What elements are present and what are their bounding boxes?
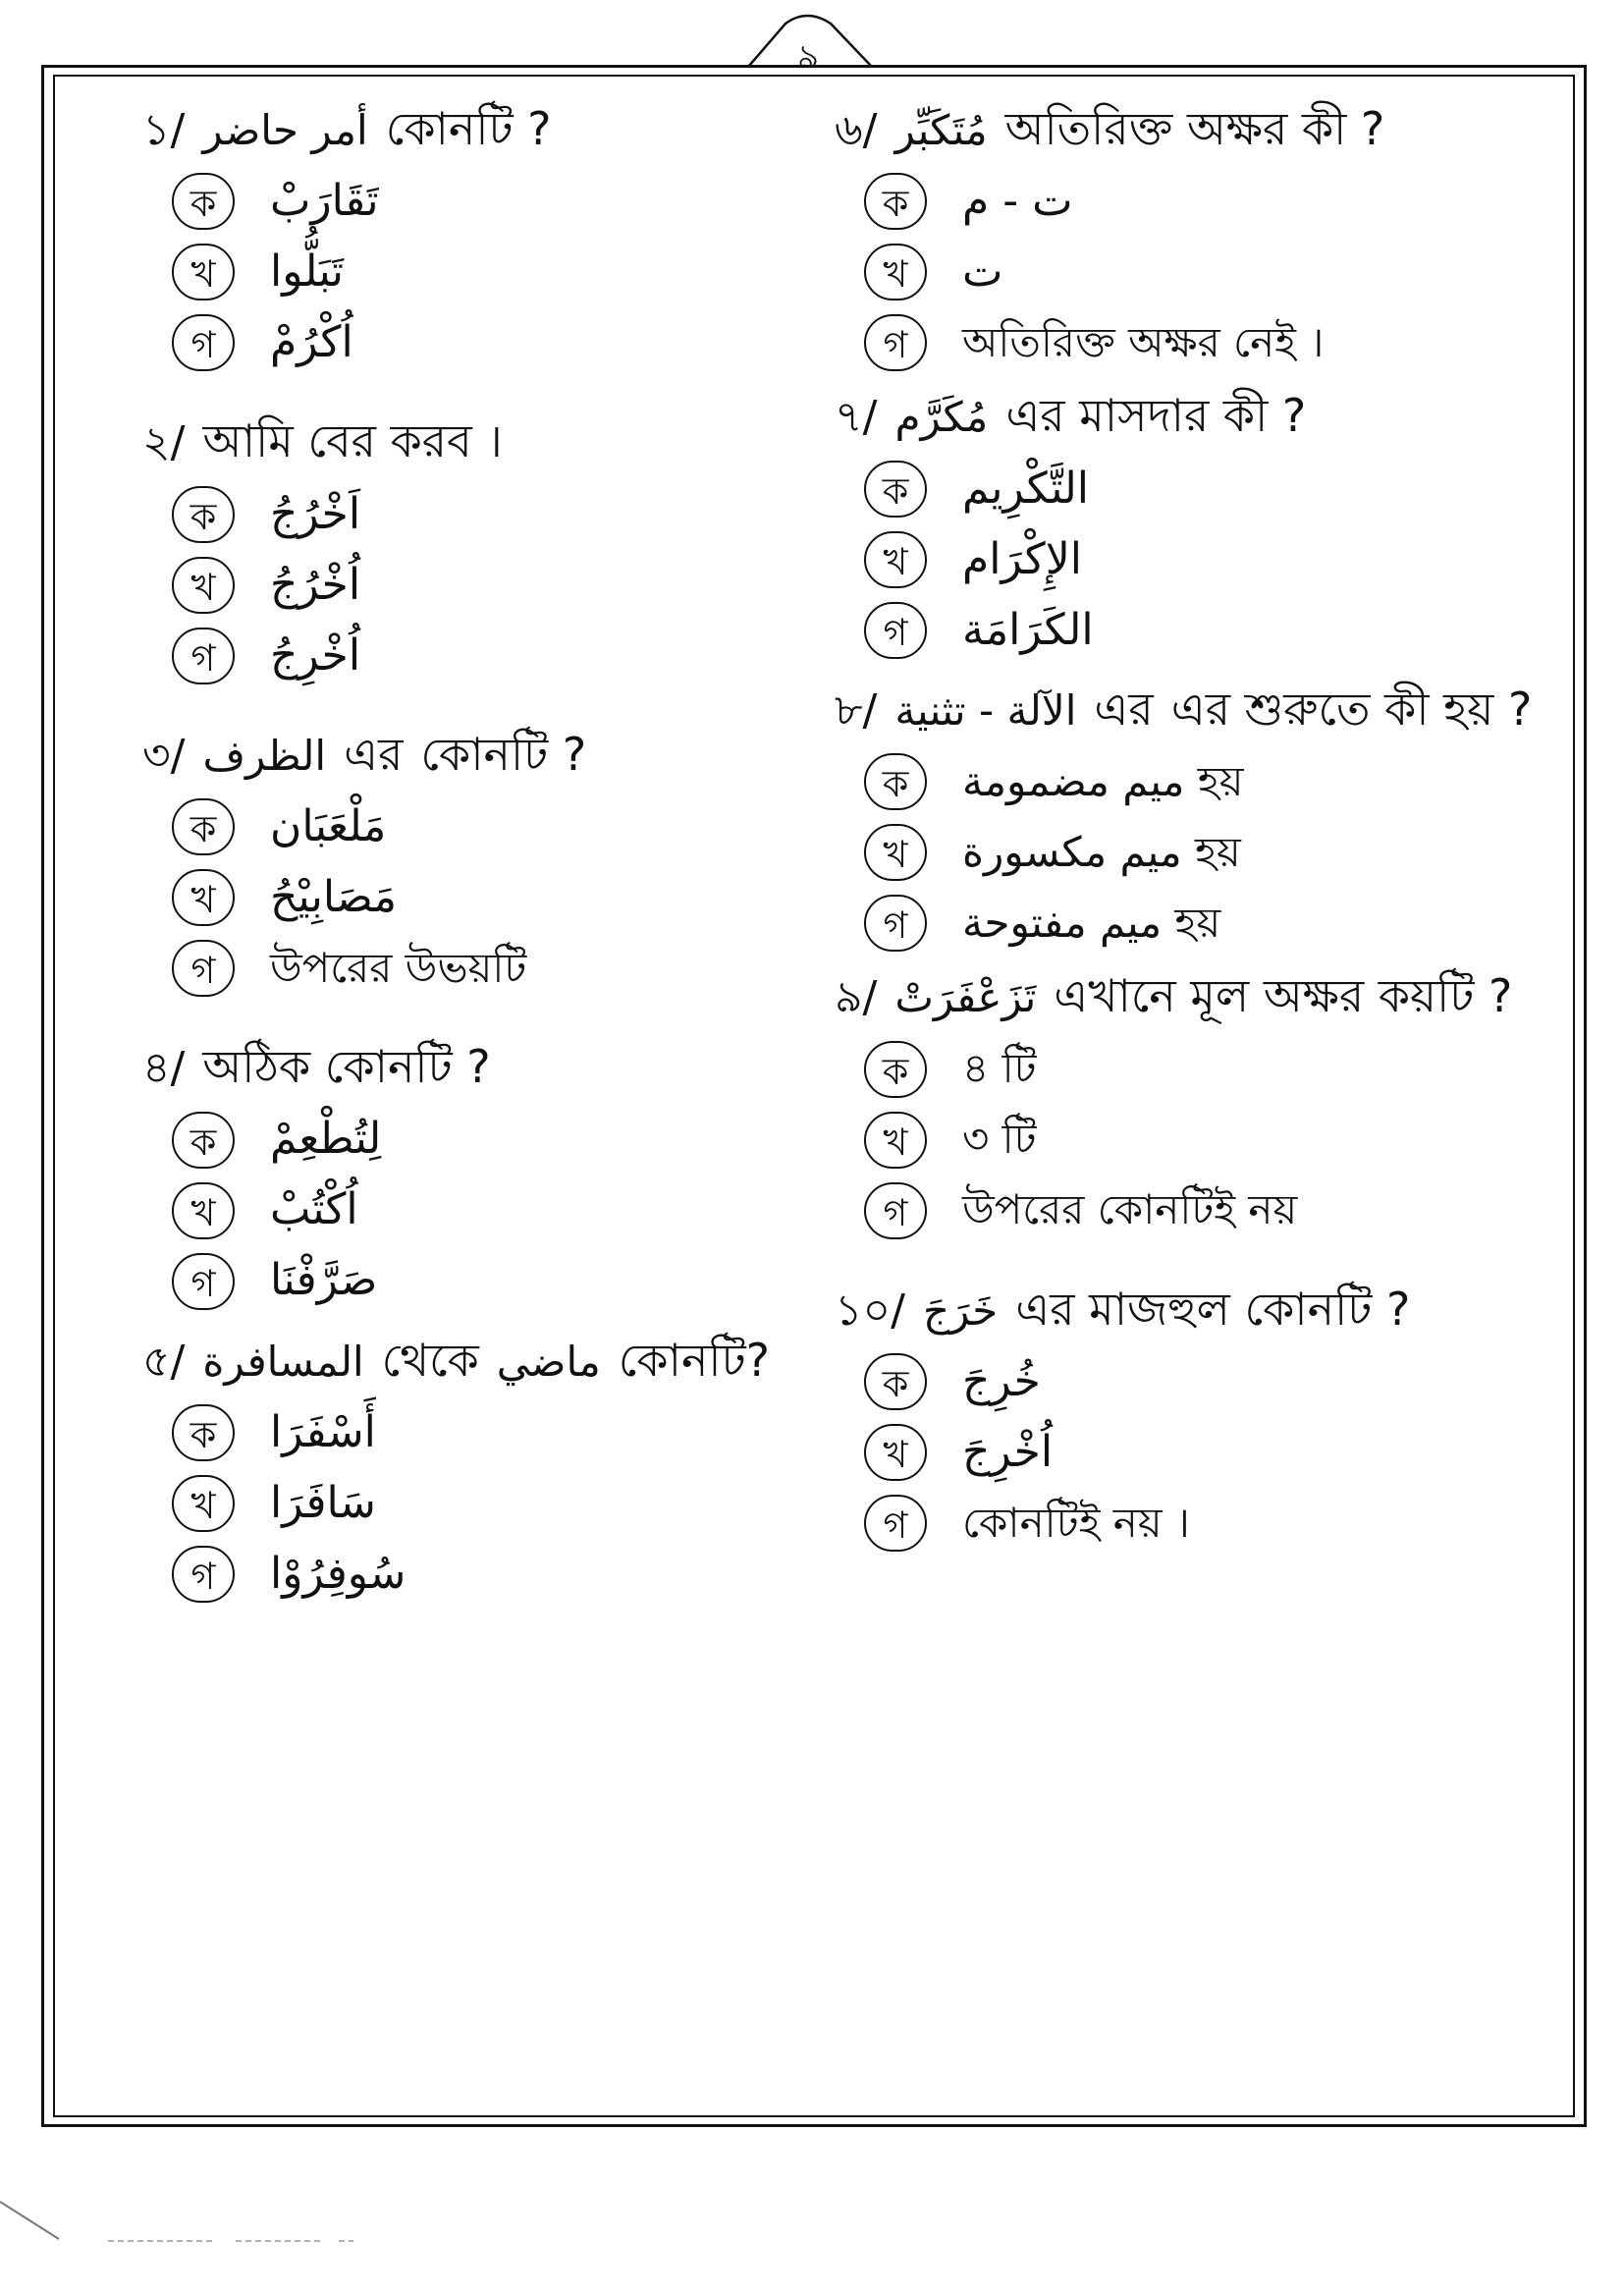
option-label: গ xyxy=(864,1495,927,1552)
question-1 xyxy=(142,98,830,371)
option-label: খ xyxy=(172,1182,235,1239)
question-7 xyxy=(835,385,1561,658)
option[interactable] xyxy=(864,173,1561,230)
option[interactable] xyxy=(864,895,1561,952)
prompt-arabic: مُكَرَّم xyxy=(894,393,989,442)
prompt-text: এর xyxy=(344,727,404,781)
option[interactable] xyxy=(172,557,830,614)
option-text: التَّكْرِيم xyxy=(962,463,1090,514)
option-text: تَقَارَبْ xyxy=(270,176,379,227)
prompt-text: কোনটি? xyxy=(618,1333,771,1387)
option-text: الإِكْرَام xyxy=(962,533,1083,584)
option[interactable] xyxy=(864,1182,1561,1239)
option-label: ক xyxy=(864,753,927,810)
option[interactable] xyxy=(864,314,1561,371)
option-text: ت - م xyxy=(962,176,1073,227)
question-2-options xyxy=(172,486,830,684)
prompt-text: অঠিক কোনটি ? xyxy=(202,1040,491,1094)
option-label: খ xyxy=(172,1475,235,1532)
option[interactable] xyxy=(172,940,830,997)
option-label: গ xyxy=(864,1182,927,1239)
question-1-prompt xyxy=(142,98,830,159)
option[interactable] xyxy=(172,486,830,543)
option[interactable] xyxy=(172,1112,830,1169)
option-text: اُكْرُمْ xyxy=(270,317,353,368)
question-3-options xyxy=(172,798,830,997)
option[interactable] xyxy=(864,1041,1561,1098)
option[interactable] xyxy=(864,1495,1561,1552)
option-text: ميم مكسورة হয় xyxy=(962,828,1241,877)
prompt-text: এর মাজহুল কোনটি ? xyxy=(1015,1282,1411,1336)
option[interactable] xyxy=(864,1424,1561,1481)
question-6 xyxy=(835,98,1561,371)
prompt-text: এর শুরুতে কী হয় ? xyxy=(1170,682,1533,736)
option-label: গ xyxy=(172,628,235,684)
option-label: খ xyxy=(864,531,927,588)
question-7-prompt xyxy=(835,385,1561,446)
prompt-text: কোনটি ? xyxy=(385,102,552,155)
option-text: ميم مفتوحة হয় xyxy=(962,899,1221,948)
option[interactable] xyxy=(172,1475,830,1532)
question-number: ৯/ xyxy=(835,972,878,1023)
option-label: গ xyxy=(864,314,927,371)
option-text: ت xyxy=(962,246,1003,298)
question-number: ৩/ xyxy=(142,730,186,781)
prompt-arabic: مُتَكَبِّر xyxy=(894,106,988,154)
option-text: تَبَلُّوا xyxy=(270,246,345,298)
prompt-arabic: تَزَعْفَرَتْ xyxy=(894,973,1037,1022)
question-number: ৬/ xyxy=(835,105,878,155)
question-number: ৫/ xyxy=(142,1336,186,1387)
option-label: ক xyxy=(172,1112,235,1169)
option-text: مَصَابِيْحُ xyxy=(270,871,398,922)
option-label: গ xyxy=(172,1546,235,1603)
question-number: ৪/ xyxy=(142,1043,186,1094)
question-number: ৮/ xyxy=(835,684,878,736)
option-text: لِتُطْعِمْ xyxy=(270,1114,382,1165)
option-label: ক xyxy=(864,461,927,518)
option[interactable] xyxy=(864,1112,1561,1169)
option-text: উপরের কোনটিই নয় xyxy=(962,1185,1298,1234)
option-text: الكَرَامَة xyxy=(962,604,1094,655)
question-8 xyxy=(835,679,1561,952)
question-10 xyxy=(835,1279,1561,1552)
option[interactable] xyxy=(864,753,1561,810)
question-number: ৭/ xyxy=(835,392,878,443)
prompt-arabic: أمر حاضر xyxy=(202,106,368,154)
option[interactable] xyxy=(172,314,830,371)
option-label: ক xyxy=(172,798,235,855)
prompt-text: এর xyxy=(1094,682,1154,736)
option-label: ক xyxy=(864,1041,927,1098)
option-text: اُخْرِجَ xyxy=(962,1426,1054,1477)
question-number: ১/ xyxy=(142,105,186,155)
prompt-text: আমি বের করব । xyxy=(202,414,503,468)
question-5 xyxy=(142,1330,830,1603)
option-text: سُوفِرُوْا xyxy=(270,1548,406,1599)
page-tab xyxy=(746,14,874,77)
question-10-prompt xyxy=(835,1279,1561,1339)
question-8-prompt xyxy=(835,679,1561,739)
option[interactable] xyxy=(864,824,1561,881)
option-label: ক xyxy=(864,173,927,230)
option[interactable] xyxy=(172,869,830,926)
prompt-text: এর মাসদার কী ? xyxy=(1005,389,1307,443)
prompt-arabic: الآلة - تثنية xyxy=(894,685,1077,735)
option-label: গ xyxy=(864,895,927,952)
option-text: ميم مضمومة হয় xyxy=(962,757,1244,806)
option[interactable] xyxy=(172,798,830,855)
option-label: খ xyxy=(864,824,927,881)
option[interactable] xyxy=(172,1182,830,1239)
question-10-options xyxy=(864,1353,1561,1552)
prompt-text: অতিরিক্ত অক্ষর কী ? xyxy=(1004,102,1385,155)
option-label: গ xyxy=(172,940,235,997)
option[interactable] xyxy=(172,1253,830,1310)
option-text: صَرَّفْنَا xyxy=(270,1255,378,1306)
question-9-prompt xyxy=(835,965,1561,1026)
prompt-text: কোনটি ? xyxy=(420,727,587,781)
option[interactable] xyxy=(172,173,830,230)
option-label: গ xyxy=(172,1253,235,1310)
question-6-options xyxy=(864,173,1561,371)
left-column xyxy=(142,98,830,1616)
option[interactable] xyxy=(864,531,1561,588)
option-text: مَلْعَبَان xyxy=(270,800,387,851)
question-4-options xyxy=(172,1112,830,1310)
option-label: গ xyxy=(172,314,235,371)
question-2-prompt xyxy=(142,410,830,471)
question-number: ১০/ xyxy=(835,1285,905,1336)
option-text: اُكْتُبْ xyxy=(270,1184,358,1235)
option-label: খ xyxy=(864,1112,927,1169)
prompt-arabic: ماضي xyxy=(496,1337,601,1386)
option[interactable] xyxy=(172,1404,830,1461)
right-column xyxy=(835,98,1561,1565)
option-label: খ xyxy=(864,1424,927,1481)
question-4 xyxy=(142,1036,830,1309)
question-4-prompt xyxy=(142,1036,830,1097)
option-text: أَسْفَرَا xyxy=(270,1406,376,1457)
option-text: কোনটিই নয় । xyxy=(962,1498,1190,1547)
prompt-text: এখানে মূল অক্ষর কয়টি ? xyxy=(1054,969,1513,1023)
prompt-text: থেকে xyxy=(381,1333,479,1387)
question-9-options xyxy=(864,1041,1561,1239)
page-mark: ৯ xyxy=(797,37,820,77)
question-3 xyxy=(142,724,830,997)
option-label: গ xyxy=(864,602,927,659)
option-text: اُخْرِجُ xyxy=(270,629,361,681)
option-label: ক xyxy=(864,1353,927,1410)
option-label: খ xyxy=(172,557,235,614)
option[interactable] xyxy=(864,244,1561,301)
option-label: খ xyxy=(864,244,927,301)
prompt-arabic: خَرَجَ xyxy=(922,1285,999,1335)
question-8-options xyxy=(864,753,1561,952)
option-text: اُخْرُجُ xyxy=(270,559,361,610)
question-3-prompt xyxy=(142,724,830,785)
question-2 xyxy=(142,410,830,683)
option-label: ক xyxy=(172,486,235,543)
option-text: উপরের উভয়টি xyxy=(270,944,527,993)
option[interactable] xyxy=(172,628,830,684)
option-label: ক xyxy=(172,1404,235,1461)
option-text: سَافَرَا xyxy=(270,1477,376,1528)
question-number: ২/ xyxy=(142,417,186,468)
option-label: খ xyxy=(172,869,235,926)
question-7-options xyxy=(864,461,1561,659)
question-5-options xyxy=(172,1404,830,1603)
question-6-prompt xyxy=(835,98,1561,159)
question-1-options xyxy=(172,173,830,371)
prompt-arabic: المسافرة xyxy=(202,1337,364,1386)
option[interactable] xyxy=(864,461,1561,518)
option-text: ৪ টি xyxy=(962,1044,1037,1093)
prompt-arabic: الظرف xyxy=(202,731,327,780)
option-text: اَخْرُجُ xyxy=(270,488,361,539)
option-label: ক xyxy=(172,173,235,230)
option[interactable] xyxy=(864,1353,1561,1410)
option[interactable] xyxy=(172,1546,830,1603)
option-text: ৩ টি xyxy=(962,1115,1037,1164)
option-text: خُرِجَ xyxy=(962,1355,1041,1406)
option[interactable] xyxy=(864,602,1561,659)
option[interactable] xyxy=(172,244,830,301)
question-5-prompt xyxy=(142,1330,830,1391)
option-text: অতিরিক্ত অক্ষর নেই । xyxy=(962,318,1325,367)
scan-artifacts xyxy=(0,2200,1624,2259)
question-9 xyxy=(835,965,1561,1238)
option-label: খ xyxy=(172,244,235,301)
